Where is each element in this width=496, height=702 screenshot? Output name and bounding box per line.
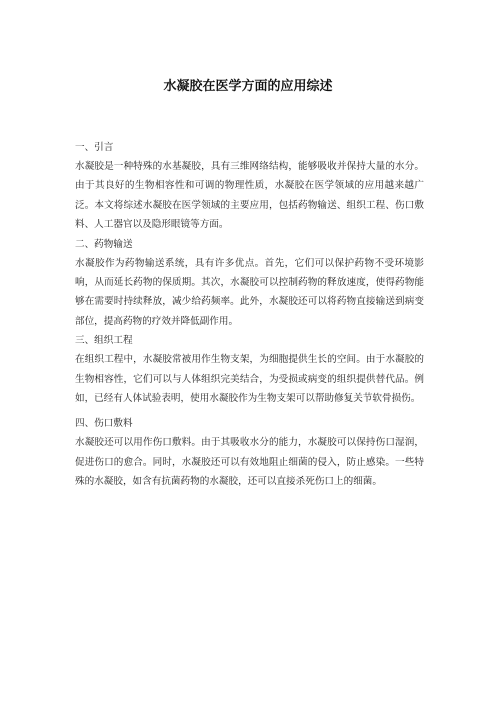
section-heading: 二、药物输送 bbox=[75, 238, 133, 250]
document-title: 水凝胶在医学方面的应用综述 bbox=[163, 79, 333, 94]
section-introduction bbox=[75, 138, 424, 235]
document-body bbox=[75, 138, 424, 492]
section-paragraph: 水凝胶还可以用作伤口敷料。由于其吸收水分的能力，水凝胶可以保持伤口湿润，促进伤口的愈合。同时，水凝胶还可以有效地阻止细菌的侵入，防止感染。一些特殊的水凝胶，如含有抗菌药物的水凝胶，还可以直接杀死伤口上的细菌。 bbox=[75, 437, 424, 488]
section-heading: 四、伤口敷料 bbox=[75, 418, 133, 430]
section-tissue-engineering bbox=[75, 331, 424, 408]
section-paragraph: 在组织工程中，水凝胶常被用作生物支架，为细胞提供生长的空间。由于水凝胶的生物相容性，它们可以与人体组织完美结合，为受损或病变的组织提供替代品。例如，已经有人体试验表明，使用水凝胶作为生物支架可以帮助修复关节软骨损伤。 bbox=[75, 354, 424, 405]
section-heading: 三、组织工程 bbox=[75, 335, 133, 347]
section-heading: 一、引言 bbox=[75, 142, 114, 153]
section-paragraph: 水凝胶作为药物输送系统，具有许多优点。首先，它们可以保护药物不受环境影响，从而延长药物的保质期。其次，水凝胶可以控制药物的释放速度，使得药物能够在需要时持续释放，减少给药频率。此外，水凝胶还可以将药物直接输送到病变部位，提高药物的疗效并降低副作用。 bbox=[75, 257, 424, 327]
section-wound-dressing bbox=[75, 414, 424, 491]
section-paragraph: 水凝胶是一种特殊的水基凝胶，具有三维网络结构，能够吸收并保持大量的水分。由于其良好的生物相容性和可调的物理性质，水凝胶在医学领域的应用越来越广泛。本文将综述水凝胶在医学领域的主要应用，包括药物输送、组织工程、伤口敷料、人工器官以及隐形眼镜等方面。 bbox=[75, 161, 424, 231]
section-drug-delivery bbox=[75, 235, 424, 332]
